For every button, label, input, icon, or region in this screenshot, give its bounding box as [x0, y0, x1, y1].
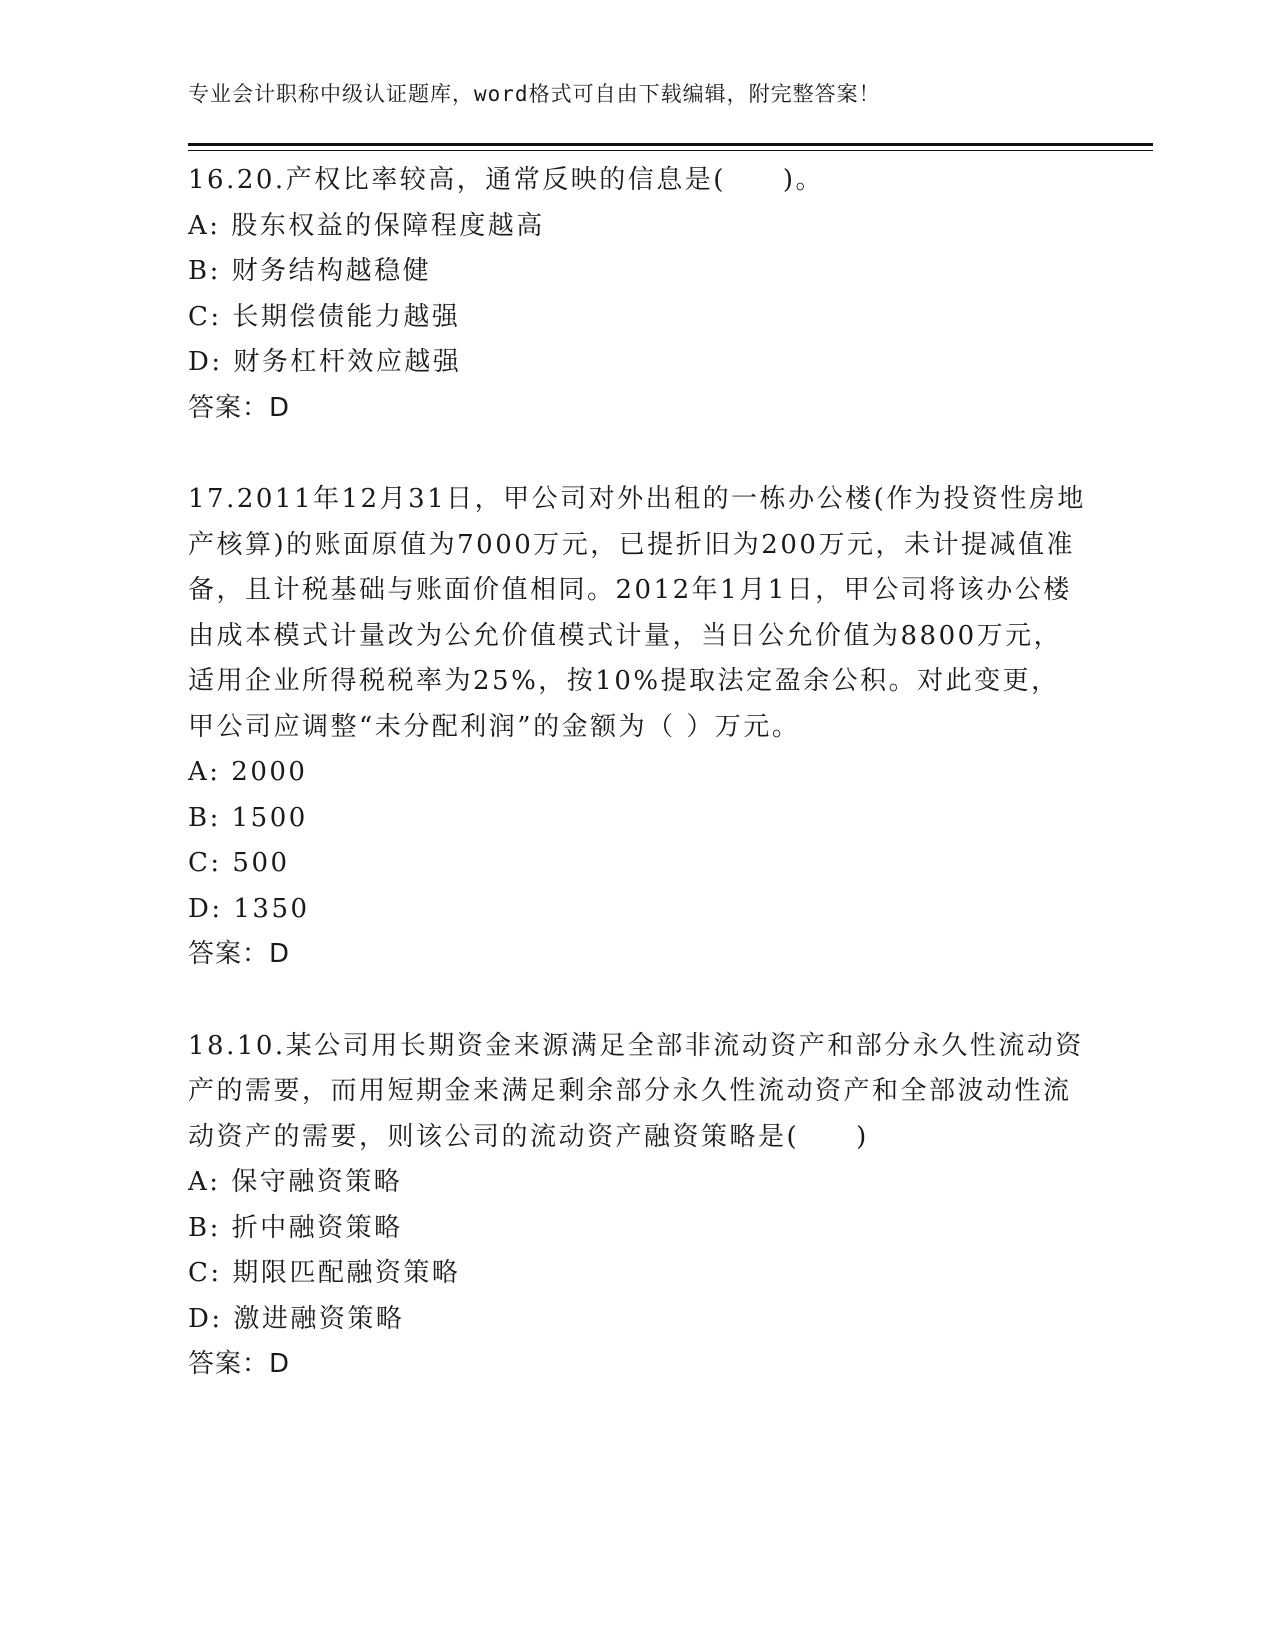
page-header: 专业会计职称中级认证题库，word格式可自由下载编辑，附完整答案！	[188, 82, 881, 106]
question-spacer	[188, 431, 1088, 477]
option-d: D: 激进融资策略	[188, 1303, 405, 1334]
option-a: A: 保守融资策略	[188, 1167, 403, 1197]
answer-line: 答案：D	[188, 939, 291, 969]
option-d: D: 财务杠杆效应越强	[188, 347, 462, 377]
header-divider-thin	[188, 150, 1153, 151]
question-list	[188, 158, 1088, 1388]
question-stem: 18.10.某公司用长期资金来源满足全部非流动资产和部分永久性流动资产的需要，而用短期金来满足剩余部分永久性流动资产和全部波动性流动资产的需要，则该公司的流动资产融资策略是( )	[188, 1030, 1084, 1152]
question-stem: 17.2011年12月31日，甲公司对外出租的一栋办公楼(作为投资性房地产核算)的账面原值为7000万元，已提折旧为200万元，未计提减值准备，且计税基础与账面价值相同。2012年1月1日，甲公司将该办公楼由成本模式计量改为公允价值模式计量，当日公允价值为8800万元，适用企业所得税税率为25%，按10%提取法定盈余公积。对此变更，甲公司应调整“未分配利润”的金额为（ ）万元。	[188, 484, 1086, 742]
option-c: C: 500	[188, 848, 290, 878]
option-a: A: 股东权益的保障程度越高	[188, 210, 545, 241]
option-d: D: 1350	[188, 893, 310, 924]
option-b: B: 财务结构越稳健	[188, 256, 432, 286]
question-18	[188, 1024, 1088, 1388]
answer-line: 答案：D	[188, 392, 291, 423]
question-spacer	[188, 978, 1088, 1024]
question-16	[188, 158, 1088, 431]
header-divider	[188, 143, 1153, 146]
answer-line: 答案：D	[188, 1349, 291, 1379]
question-stem: 16.20.产权比率较高，通常反映的信息是( )。	[188, 165, 824, 195]
option-c: C: 期限匹配融资策略	[188, 1258, 461, 1288]
option-c: C: 长期偿债能力越强	[188, 301, 461, 332]
question-17	[188, 477, 1088, 978]
option-b: B: 折中融资策略	[188, 1212, 403, 1243]
option-a: A: 2000	[188, 757, 308, 787]
option-b: B: 1500	[188, 802, 308, 833]
